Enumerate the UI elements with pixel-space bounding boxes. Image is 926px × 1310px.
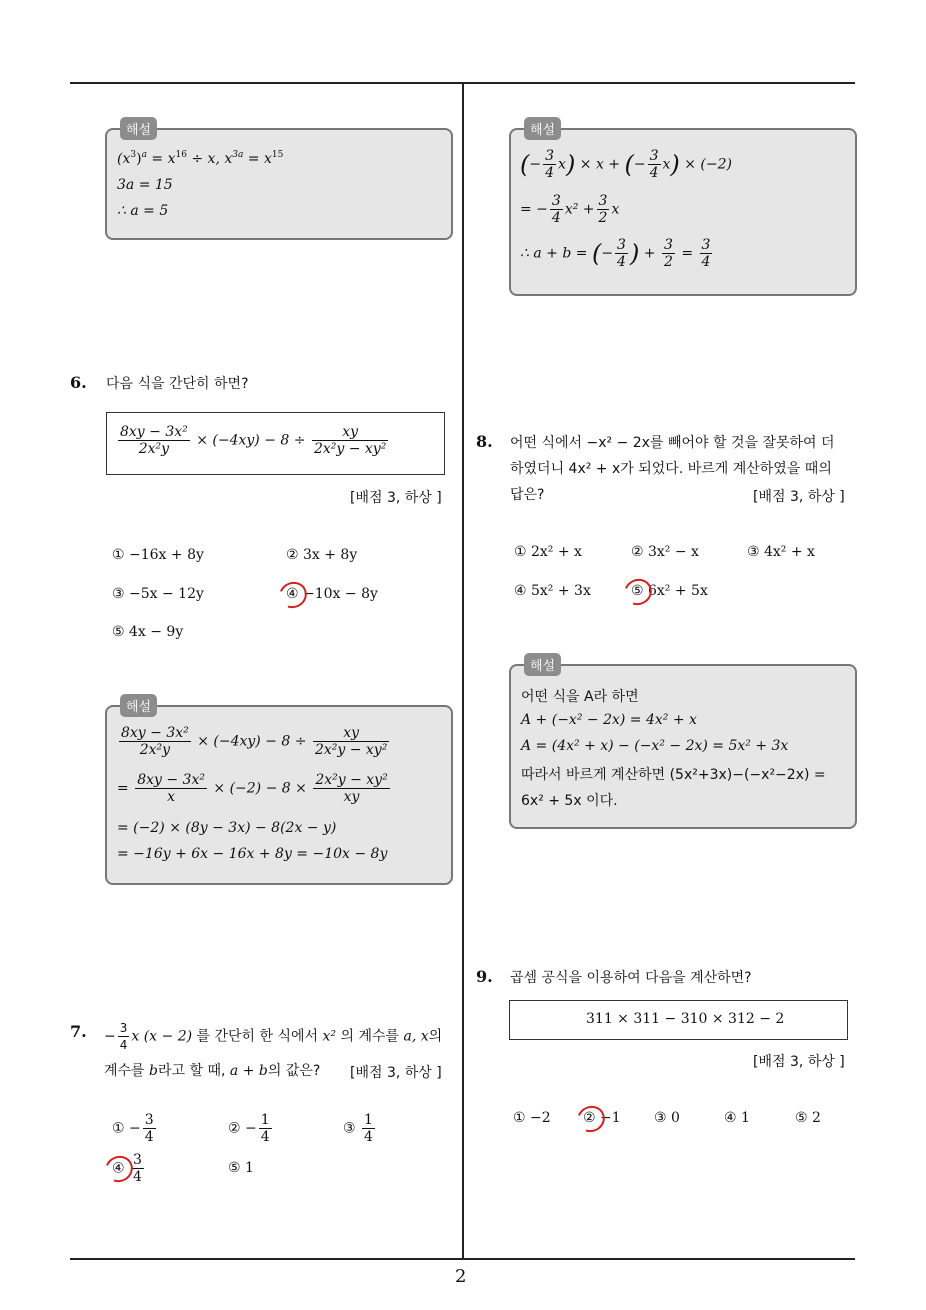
q7-meta: [배점 3, 하상 ]	[350, 1065, 442, 1081]
q9-meta: [배점 3, 하상 ]	[753, 1054, 845, 1070]
q6-question-text: 다음 식을 간단히 하면?	[106, 376, 249, 392]
q7-sol-line2: = − $\frac{3}{4}$ x² + $\frac{3}{2}$ x	[520, 193, 620, 226]
q8-choice-4[interactable]: ④ 5x² + 3x	[514, 583, 591, 599]
q8-question-line2: 하였더니 4x² + x가 되었다. 바르게 계산하였을 때의	[510, 461, 832, 477]
page-number: 2	[455, 1266, 467, 1287]
q9-answer-mark	[573, 1101, 609, 1136]
bottom-rule	[70, 1258, 855, 1260]
q5-sol-line1: $(x^3)^a = x^{16} \div x$, $x^{3a} = x^{15}$	[117, 150, 284, 167]
q9-choice-2[interactable]: ② −1	[583, 1110, 621, 1126]
q6-choice-1[interactable]: ① −16x + 8y	[112, 547, 204, 563]
q6-sol-line2: = $\frac{\text{8xy − 3x²}}{x}$ × (−2) − 8 × $\frac{\text{2x²y − xy²}}{xy}$	[117, 772, 388, 805]
q6-sol-line3: = (−2) × (8y − 3x) − 8(2x − y)	[117, 820, 337, 836]
q6-sol-line4: = −16y + 6x − 16x + 8y = −10x − 8y	[117, 846, 388, 862]
q8-sol-line4: 따라서 바르게 계산하면 (5x²+3x)−(−x²−2x) =	[521, 767, 826, 783]
q7-question-line1: − $\frac{3}{4}$ x (x − 2) 를 간단히 한 식에서 x² 의 계수를 a, x의	[104, 1021, 443, 1052]
q5-sol-line3: ∴ a = 5	[117, 203, 169, 219]
q8-sol-line5: 6x² + 5x 이다.	[521, 793, 618, 809]
q8-question-line1: 어떤 식에서 −x² − 2x를 빼어야 할 것을 잘못하여 더	[510, 435, 835, 451]
q6-solution-tag: 해설	[120, 694, 157, 717]
q6-choice-5[interactable]: ⑤ 4x − 9y	[112, 624, 184, 640]
q6-meta: [배점 3, 하상 ]	[350, 490, 442, 506]
q8-number: 8.	[476, 432, 493, 451]
q8-solution-tag: 해설	[524, 653, 561, 676]
q8-meta: [배점 3, 하상 ]	[753, 489, 845, 505]
q8-choice-5[interactable]: ⑤ 6x² + 5x	[631, 583, 708, 599]
q6-sol-line1: $\frac{\text{8xy − 3x²}}{\text{2x²y}}$ × (−4xy) − 8 ÷ $\frac{xy}{\text{2x²y − xy²}}$	[121, 725, 388, 758]
q5-sol-line2: 3a = 15	[117, 177, 173, 193]
q6-choice-3[interactable]: ③ −5x − 12y	[112, 586, 204, 602]
q8-sol-line2: A + (−x² − 2x) = 4x² + x	[521, 712, 697, 728]
q7-choice-4[interactable]: ④ $\frac{3}{4}$	[112, 1152, 142, 1185]
q6-answer-mark	[275, 577, 311, 612]
q9-expression: 311 × 311 − 310 × 312 − 2	[586, 1011, 785, 1027]
q6-expression: $\frac{\text{8xy − 3x²}}{\text{2x²y}}$ × (−4xy) − 8 ÷ $\frac{xy}{\text{2x²y − xy²}}$	[120, 424, 387, 457]
q7-solution-tag: 해설	[524, 117, 561, 140]
q8-choice-3[interactable]: ③ 4x² + x	[747, 544, 815, 560]
q7-number: 7.	[70, 1022, 87, 1041]
q9-question-text: 곱셈 공식을 이용하여 다음을 계산하면?	[510, 970, 752, 986]
q5-solution-tag: 해설	[120, 117, 157, 140]
q9-choice-4[interactable]: ④ 1	[724, 1110, 750, 1126]
q8-choice-2[interactable]: ② 3x² − x	[631, 544, 699, 560]
q7-choice-1[interactable]: ① − $\frac{3}{4}$	[112, 1112, 154, 1145]
q8-sol-line3: A = (4x² + x) − (−x² − 2x) = 5x² + 3x	[521, 738, 789, 754]
q7-choice-3[interactable]: ③ $\frac{1}{4}$	[343, 1112, 373, 1145]
column-divider	[462, 82, 464, 1259]
q9-choice-3[interactable]: ③ 0	[654, 1110, 680, 1126]
q9-number: 9.	[476, 967, 493, 986]
q7-choice-5[interactable]: ⑤ 1	[228, 1160, 254, 1176]
q7-choice-2[interactable]: ② − $\frac{1}{4}$	[228, 1112, 270, 1145]
q6-number: 6.	[70, 373, 87, 392]
q8-sol-line1: 어떤 식을 A라 하면	[521, 689, 639, 705]
q6-choice-2[interactable]: ② 3x + 8y	[286, 547, 358, 563]
q9-choice-1[interactable]: ① −2	[513, 1110, 551, 1126]
q7-sol-line3: ∴ a + b = (− $\frac{3}{4}$ ) + $\frac{3}{2}$ = $\frac{3}{4}$	[520, 237, 711, 270]
q8-answer-mark	[620, 574, 656, 609]
q7-sol-line1: (− $\frac{3}{4}$ x) × x + (− $\frac{3}{4}$ x) × (−2)	[520, 148, 732, 181]
q7-question-line2: 계수를 b라고 할 때, a + b의 값은?	[104, 1063, 321, 1079]
q6-choice-4[interactable]: ④ −10x − 8y	[286, 586, 378, 602]
q8-choice-1[interactable]: ① 2x² + x	[514, 544, 582, 560]
q9-choice-5[interactable]: ⑤ 2	[795, 1110, 821, 1126]
q8-question-line3: 답은?	[510, 487, 545, 503]
